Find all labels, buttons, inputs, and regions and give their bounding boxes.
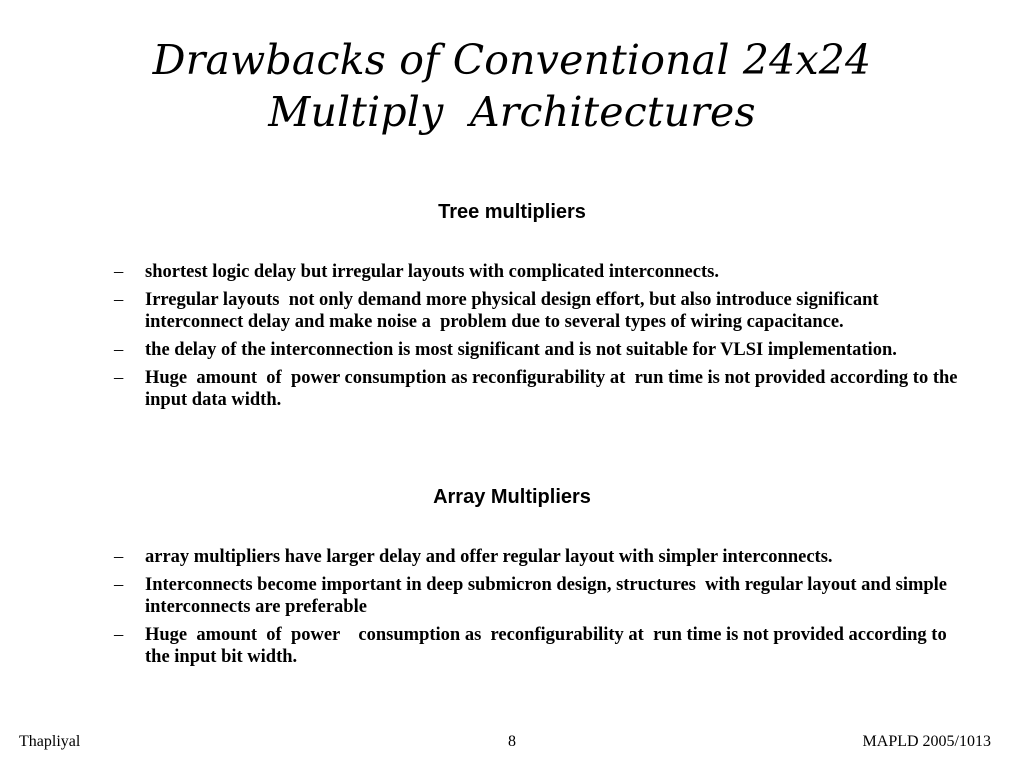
bullet-text: Huge amount of power consumption as reconfigurability at run time is not provided according to the input data width.: [145, 368, 963, 410]
footer-author: Thapliyal: [19, 733, 81, 750]
bullet-item: [112, 574, 972, 618]
section-heading-array-multipliers: Array Multipliers: [433, 486, 591, 508]
bullet-dash: –: [114, 340, 124, 360]
bullet-text: Irregular layouts not only demand more physical design effort, but also introduce significant interconnect delay and make noise a problem due to several types of wiring capacitance.: [145, 290, 884, 332]
array-multipliers-bullet-list: [112, 546, 972, 674]
tree-multipliers-bullet-list: [112, 261, 972, 417]
bullet-dash: –: [114, 262, 124, 282]
bullet-item: [112, 261, 972, 283]
bullet-item: [112, 624, 972, 668]
slide-title-line-2: Multiply Architectures: [268, 88, 756, 136]
bullet-dash: –: [114, 368, 124, 388]
bullet-dash: –: [114, 575, 124, 595]
bullet-item: [112, 546, 972, 568]
bullet-text: shortest logic delay but irregular layouts with complicated interconnects.: [145, 262, 719, 282]
footer-page-number: 8: [508, 733, 516, 750]
bullet-text: Huge amount of power consumption as reconfigurability at run time is not provided according to the input bit width.: [145, 625, 952, 667]
bullet-dash: –: [114, 547, 124, 567]
slide-title-line-1: Drawbacks of Conventional 24x24: [152, 36, 872, 84]
section-heading-tree-multipliers: Tree multipliers: [438, 201, 586, 223]
bullet-text: the delay of the interconnection is most significant and is not suitable for VLSI implementation.: [145, 340, 897, 360]
bullet-text: array multipliers have larger delay and offer regular layout with simpler interconnects.: [145, 547, 833, 567]
bullet-item: [112, 289, 972, 333]
footer-conference: MAPLD 2005/1013: [862, 733, 991, 750]
bullet-dash: –: [114, 290, 124, 310]
bullet-dash: –: [114, 625, 124, 645]
slide-title: [0, 34, 1024, 138]
bullet-item: [112, 339, 972, 361]
bullet-item: [112, 367, 972, 411]
bullet-text: Interconnects become important in deep submicron design, structures with regular layout and simple interconnects are preferable: [145, 575, 952, 617]
